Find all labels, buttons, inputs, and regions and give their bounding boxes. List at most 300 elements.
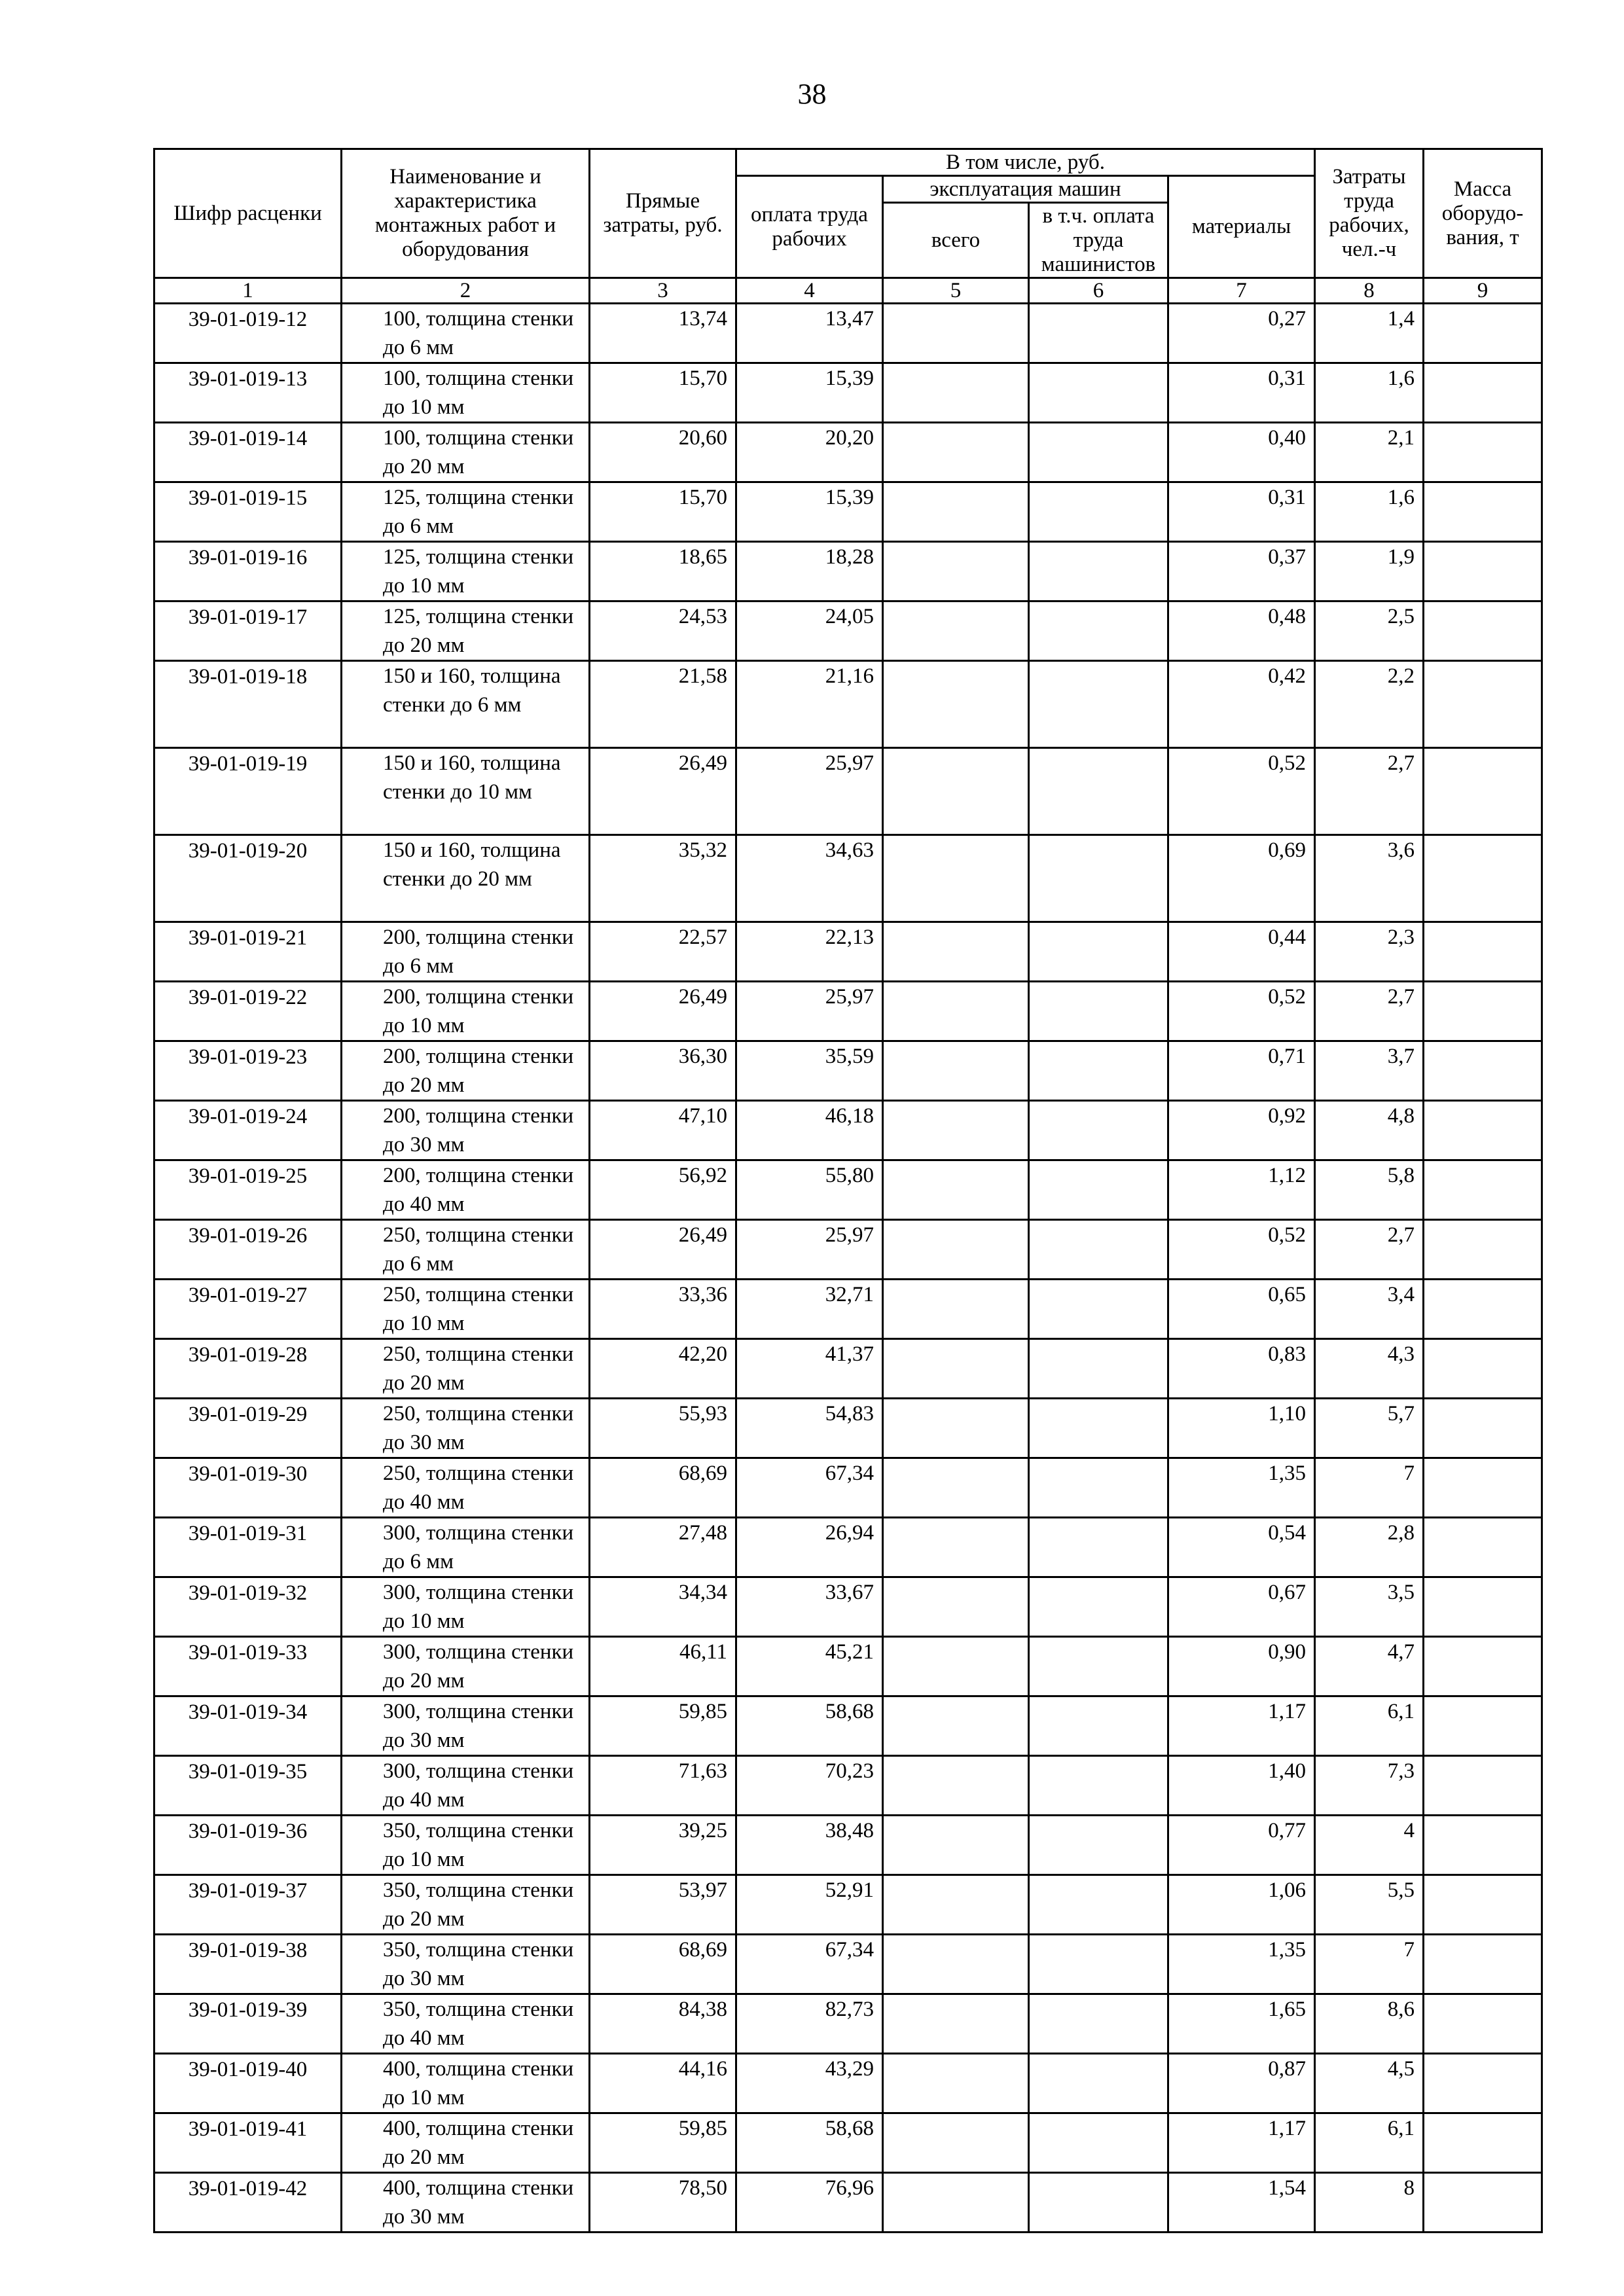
table-row bbox=[154, 1160, 1542, 1220]
machines-total-cell bbox=[883, 1220, 1029, 1280]
wages-cell: 32,71 bbox=[736, 1280, 883, 1339]
materials-cell: 0,37 bbox=[1168, 542, 1315, 601]
table-row bbox=[154, 982, 1542, 1041]
operator-wages-cell bbox=[1029, 982, 1168, 1041]
labor-cell: 7 bbox=[1315, 1935, 1424, 1994]
machines-total-cell bbox=[883, 922, 1029, 982]
machines-total-cell bbox=[883, 482, 1029, 542]
labor-cell: 1,4 bbox=[1315, 304, 1424, 363]
materials-cell: 0,27 bbox=[1168, 304, 1315, 363]
table-row bbox=[154, 1280, 1542, 1339]
column-number: 6 bbox=[1029, 278, 1168, 304]
operator-wages-cell bbox=[1029, 922, 1168, 982]
operator-wages-cell bbox=[1029, 601, 1168, 661]
labor-cell: 6,1 bbox=[1315, 1696, 1424, 1756]
work-name-cell: 200, толщина стенки до 30 мм bbox=[342, 1101, 590, 1160]
equipment-mass-cell bbox=[1424, 1696, 1542, 1756]
materials-cell: 1,17 bbox=[1168, 1696, 1315, 1756]
wages-cell: 35,59 bbox=[736, 1041, 883, 1101]
materials-cell: 0,48 bbox=[1168, 601, 1315, 661]
direct-costs-cell: 39,25 bbox=[590, 1816, 736, 1875]
labor-cell: 2,8 bbox=[1315, 1518, 1424, 1577]
wages-cell: 46,18 bbox=[736, 1101, 883, 1160]
materials-cell: 0,71 bbox=[1168, 1041, 1315, 1101]
machines-total-cell bbox=[883, 1756, 1029, 1816]
equipment-mass-cell bbox=[1424, 423, 1542, 482]
direct-costs-cell: 22,57 bbox=[590, 922, 736, 982]
work-name-cell: 400, толщина стенки до 20 мм bbox=[342, 2113, 590, 2173]
materials-cell: 0,67 bbox=[1168, 1577, 1315, 1637]
table-row bbox=[154, 1875, 1542, 1935]
work-name-cell: 400, толщина стенки до 10 мм bbox=[342, 2054, 590, 2113]
operator-wages-cell bbox=[1029, 2054, 1168, 2113]
operator-wages-cell bbox=[1029, 748, 1168, 835]
direct-costs-cell: 68,69 bbox=[590, 1935, 736, 1994]
direct-costs-cell: 34,34 bbox=[590, 1577, 736, 1637]
operator-wages-cell bbox=[1029, 1756, 1168, 1816]
equipment-mass-cell bbox=[1424, 661, 1542, 748]
wages-cell: 55,80 bbox=[736, 1160, 883, 1220]
work-name-cell: 150 и 160, толщина стенки до 20 мм bbox=[342, 835, 590, 922]
rate-code-cell: 39-01-019-38 bbox=[154, 1935, 342, 1994]
table-row bbox=[154, 835, 1542, 922]
equipment-mass-cell bbox=[1424, 482, 1542, 542]
header-operator-wages: в т.ч. оплата труда машинистов bbox=[1029, 203, 1168, 278]
equipment-mass-cell bbox=[1424, 601, 1542, 661]
table-row bbox=[154, 1577, 1542, 1637]
rate-code-cell: 39-01-019-24 bbox=[154, 1101, 342, 1160]
table-row bbox=[154, 1518, 1542, 1577]
rate-code-cell: 39-01-019-42 bbox=[154, 2173, 342, 2233]
operator-wages-cell bbox=[1029, 835, 1168, 922]
machines-total-cell bbox=[883, 982, 1029, 1041]
direct-costs-cell: 78,50 bbox=[590, 2173, 736, 2233]
rate-code-cell: 39-01-019-20 bbox=[154, 835, 342, 922]
equipment-mass-cell bbox=[1424, 1875, 1542, 1935]
wages-cell: 67,34 bbox=[736, 1458, 883, 1518]
materials-cell: 1,40 bbox=[1168, 1756, 1315, 1816]
materials-cell: 0,77 bbox=[1168, 1816, 1315, 1875]
table-row bbox=[154, 482, 1542, 542]
machines-total-cell bbox=[883, 1518, 1029, 1577]
direct-costs-cell: 53,97 bbox=[590, 1875, 736, 1935]
labor-cell: 4,8 bbox=[1315, 1101, 1424, 1160]
direct-costs-cell: 47,10 bbox=[590, 1101, 736, 1160]
work-name-cell: 300, толщина стенки до 30 мм bbox=[342, 1696, 590, 1756]
direct-costs-cell: 13,74 bbox=[590, 304, 736, 363]
wages-cell: 22,13 bbox=[736, 922, 883, 982]
work-name-cell: 350, толщина стенки до 20 мм bbox=[342, 1875, 590, 1935]
rate-code-cell: 39-01-019-41 bbox=[154, 2113, 342, 2173]
materials-cell: 1,65 bbox=[1168, 1994, 1315, 2054]
work-name-cell: 125, толщина стенки до 6 мм bbox=[342, 482, 590, 542]
direct-costs-cell: 21,58 bbox=[590, 661, 736, 748]
table-row bbox=[154, 304, 1542, 363]
header-name: Наименование и характеристика монтажных работ и оборудования bbox=[342, 149, 590, 278]
header-equipment-mass: Масса оборудо-вания, т bbox=[1424, 149, 1542, 278]
column-number: 7 bbox=[1168, 278, 1315, 304]
machines-total-cell bbox=[883, 1696, 1029, 1756]
table-row bbox=[154, 1101, 1542, 1160]
wages-cell: 13,47 bbox=[736, 304, 883, 363]
rate-code-cell: 39-01-019-14 bbox=[154, 423, 342, 482]
rate-code-cell: 39-01-019-12 bbox=[154, 304, 342, 363]
equipment-mass-cell bbox=[1424, 835, 1542, 922]
table-row bbox=[154, 1339, 1542, 1399]
operator-wages-cell bbox=[1029, 2173, 1168, 2233]
table-row bbox=[154, 601, 1542, 661]
header-wages: оплата труда рабочих bbox=[736, 176, 883, 278]
table-row bbox=[154, 2113, 1542, 2173]
direct-costs-cell: 42,20 bbox=[590, 1339, 736, 1399]
direct-costs-cell: 27,48 bbox=[590, 1518, 736, 1577]
materials-cell: 0,31 bbox=[1168, 482, 1315, 542]
work-name-cell: 200, толщина стенки до 40 мм bbox=[342, 1160, 590, 1220]
column-number: 8 bbox=[1315, 278, 1424, 304]
machines-total-cell bbox=[883, 601, 1029, 661]
rate-code-cell: 39-01-019-34 bbox=[154, 1696, 342, 1756]
column-number-row bbox=[154, 278, 1542, 304]
labor-cell: 2,5 bbox=[1315, 601, 1424, 661]
machines-total-cell bbox=[883, 304, 1029, 363]
wages-cell: 26,94 bbox=[736, 1518, 883, 1577]
wages-cell: 58,68 bbox=[736, 1696, 883, 1756]
machines-total-cell bbox=[883, 423, 1029, 482]
rate-code-cell: 39-01-019-23 bbox=[154, 1041, 342, 1101]
column-number: 9 bbox=[1424, 278, 1542, 304]
header-machines-total: всего bbox=[883, 203, 1029, 278]
operator-wages-cell bbox=[1029, 1101, 1168, 1160]
operator-wages-cell bbox=[1029, 661, 1168, 748]
work-name-cell: 300, толщина стенки до 20 мм bbox=[342, 1637, 590, 1696]
operator-wages-cell bbox=[1029, 1518, 1168, 1577]
labor-cell: 5,7 bbox=[1315, 1399, 1424, 1458]
equipment-mass-cell bbox=[1424, 304, 1542, 363]
rate-code-cell: 39-01-019-29 bbox=[154, 1399, 342, 1458]
direct-costs-cell: 55,93 bbox=[590, 1399, 736, 1458]
operator-wages-cell bbox=[1029, 1160, 1168, 1220]
machines-total-cell bbox=[883, 2113, 1029, 2173]
table-row bbox=[154, 542, 1542, 601]
labor-cell: 2,3 bbox=[1315, 922, 1424, 982]
operator-wages-cell bbox=[1029, 1994, 1168, 2054]
rate-code-cell: 39-01-019-18 bbox=[154, 661, 342, 748]
work-name-cell: 150 и 160, толщина стенки до 6 мм bbox=[342, 661, 590, 748]
machines-total-cell bbox=[883, 1339, 1029, 1399]
machines-total-cell bbox=[883, 661, 1029, 748]
operator-wages-cell bbox=[1029, 1399, 1168, 1458]
equipment-mass-cell bbox=[1424, 2113, 1542, 2173]
direct-costs-cell: 26,49 bbox=[590, 1220, 736, 1280]
rate-code-cell: 39-01-019-33 bbox=[154, 1637, 342, 1696]
labor-cell: 2,7 bbox=[1315, 1220, 1424, 1280]
labor-cell: 7,3 bbox=[1315, 1756, 1424, 1816]
materials-cell: 0,52 bbox=[1168, 748, 1315, 835]
equipment-mass-cell bbox=[1424, 1518, 1542, 1577]
column-number: 4 bbox=[736, 278, 883, 304]
operator-wages-cell bbox=[1029, 1935, 1168, 1994]
direct-costs-cell: 26,49 bbox=[590, 982, 736, 1041]
machines-total-cell bbox=[883, 1399, 1029, 1458]
work-name-cell: 250, толщина стенки до 20 мм bbox=[342, 1339, 590, 1399]
work-name-cell: 250, толщина стенки до 6 мм bbox=[342, 1220, 590, 1280]
work-name-cell: 350, толщина стенки до 10 мм bbox=[342, 1816, 590, 1875]
rate-code-cell: 39-01-019-32 bbox=[154, 1577, 342, 1637]
labor-cell: 2,7 bbox=[1315, 748, 1424, 835]
work-name-cell: 350, толщина стенки до 40 мм bbox=[342, 1994, 590, 2054]
materials-cell: 0,40 bbox=[1168, 423, 1315, 482]
materials-cell: 1,10 bbox=[1168, 1399, 1315, 1458]
table-row bbox=[154, 1816, 1542, 1875]
column-number: 1 bbox=[154, 278, 342, 304]
labor-cell: 8,6 bbox=[1315, 1994, 1424, 2054]
table-row bbox=[154, 363, 1542, 423]
table-row bbox=[154, 423, 1542, 482]
machines-total-cell bbox=[883, 835, 1029, 922]
machines-total-cell bbox=[883, 542, 1029, 601]
column-number: 5 bbox=[883, 278, 1029, 304]
machines-total-cell bbox=[883, 1577, 1029, 1637]
wages-cell: 41,37 bbox=[736, 1339, 883, 1399]
work-name-cell: 200, толщина стенки до 6 мм bbox=[342, 922, 590, 982]
work-name-cell: 250, толщина стенки до 10 мм bbox=[342, 1280, 590, 1339]
wages-cell: 24,05 bbox=[736, 601, 883, 661]
wages-cell: 76,96 bbox=[736, 2173, 883, 2233]
materials-cell: 0,44 bbox=[1168, 922, 1315, 982]
wages-cell: 54,83 bbox=[736, 1399, 883, 1458]
table-row bbox=[154, 1696, 1542, 1756]
labor-cell: 3,5 bbox=[1315, 1577, 1424, 1637]
equipment-mass-cell bbox=[1424, 1160, 1542, 1220]
labor-cell: 4,3 bbox=[1315, 1339, 1424, 1399]
machines-total-cell bbox=[883, 748, 1029, 835]
operator-wages-cell bbox=[1029, 304, 1168, 363]
direct-costs-cell: 56,92 bbox=[590, 1160, 736, 1220]
rate-code-cell: 39-01-019-36 bbox=[154, 1816, 342, 1875]
direct-costs-cell: 84,38 bbox=[590, 1994, 736, 2054]
equipment-mass-cell bbox=[1424, 1577, 1542, 1637]
equipment-mass-cell bbox=[1424, 1816, 1542, 1875]
materials-cell: 1,35 bbox=[1168, 1458, 1315, 1518]
wages-cell: 18,28 bbox=[736, 542, 883, 601]
operator-wages-cell bbox=[1029, 1577, 1168, 1637]
equipment-mass-cell bbox=[1424, 542, 1542, 601]
materials-cell: 0,52 bbox=[1168, 1220, 1315, 1280]
rate-code-cell: 39-01-019-37 bbox=[154, 1875, 342, 1935]
table-row bbox=[154, 661, 1542, 748]
labor-cell: 2,2 bbox=[1315, 661, 1424, 748]
header-code: Шифр расценки bbox=[154, 149, 342, 278]
column-number: 2 bbox=[342, 278, 590, 304]
equipment-mass-cell bbox=[1424, 1220, 1542, 1280]
direct-costs-cell: 20,60 bbox=[590, 423, 736, 482]
work-name-cell: 100, толщина стенки до 10 мм bbox=[342, 363, 590, 423]
rate-code-cell: 39-01-019-26 bbox=[154, 1220, 342, 1280]
labor-cell: 3,4 bbox=[1315, 1280, 1424, 1339]
work-name-cell: 250, толщина стенки до 40 мм bbox=[342, 1458, 590, 1518]
materials-cell: 1,12 bbox=[1168, 1160, 1315, 1220]
wages-cell: 33,67 bbox=[736, 1577, 883, 1637]
work-name-cell: 125, толщина стенки до 10 мм bbox=[342, 542, 590, 601]
direct-costs-cell: 59,85 bbox=[590, 2113, 736, 2173]
operator-wages-cell bbox=[1029, 2113, 1168, 2173]
equipment-mass-cell bbox=[1424, 1339, 1542, 1399]
rate-code-cell: 39-01-019-39 bbox=[154, 1994, 342, 2054]
materials-cell: 0,42 bbox=[1168, 661, 1315, 748]
machines-total-cell bbox=[883, 1637, 1029, 1696]
work-name-cell: 125, толщина стенки до 20 мм bbox=[342, 601, 590, 661]
labor-cell: 2,7 bbox=[1315, 982, 1424, 1041]
rate-code-cell: 39-01-019-35 bbox=[154, 1756, 342, 1816]
wages-cell: 25,97 bbox=[736, 982, 883, 1041]
machines-total-cell bbox=[883, 1101, 1029, 1160]
table-row bbox=[154, 1756, 1542, 1816]
materials-cell: 1,17 bbox=[1168, 2113, 1315, 2173]
rate-code-cell: 39-01-019-22 bbox=[154, 982, 342, 1041]
header-including: В том числе, руб. bbox=[736, 149, 1315, 176]
machines-total-cell bbox=[883, 1160, 1029, 1220]
labor-cell: 5,5 bbox=[1315, 1875, 1424, 1935]
operator-wages-cell bbox=[1029, 1280, 1168, 1339]
labor-cell: 3,7 bbox=[1315, 1041, 1424, 1101]
materials-cell: 0,54 bbox=[1168, 1518, 1315, 1577]
machines-total-cell bbox=[883, 1041, 1029, 1101]
equipment-mass-cell bbox=[1424, 1101, 1542, 1160]
equipment-mass-cell bbox=[1424, 1637, 1542, 1696]
machines-total-cell bbox=[883, 1994, 1029, 2054]
direct-costs-cell: 35,32 bbox=[590, 835, 736, 922]
wages-cell: 38,48 bbox=[736, 1816, 883, 1875]
equipment-mass-cell bbox=[1424, 1756, 1542, 1816]
equipment-mass-cell bbox=[1424, 1994, 1542, 2054]
rate-code-cell: 39-01-019-13 bbox=[154, 363, 342, 423]
rate-code-cell: 39-01-019-16 bbox=[154, 542, 342, 601]
operator-wages-cell bbox=[1029, 1875, 1168, 1935]
rate-code-cell: 39-01-019-15 bbox=[154, 482, 342, 542]
materials-cell: 0,90 bbox=[1168, 1637, 1315, 1696]
rate-code-cell: 39-01-019-28 bbox=[154, 1339, 342, 1399]
work-name-cell: 200, толщина стенки до 10 мм bbox=[342, 982, 590, 1041]
labor-cell: 4,5 bbox=[1315, 2054, 1424, 2113]
machines-total-cell bbox=[883, 1935, 1029, 1994]
header-materials: материалы bbox=[1168, 176, 1315, 278]
work-name-cell: 400, толщина стенки до 30 мм bbox=[342, 2173, 590, 2233]
wages-cell: 21,16 bbox=[736, 661, 883, 748]
wages-cell: 25,97 bbox=[736, 748, 883, 835]
table-row bbox=[154, 1994, 1542, 2054]
rate-code-cell: 39-01-019-40 bbox=[154, 2054, 342, 2113]
equipment-mass-cell bbox=[1424, 2054, 1542, 2113]
labor-cell: 1,6 bbox=[1315, 363, 1424, 423]
equipment-mass-cell bbox=[1424, 2173, 1542, 2233]
rate-code-cell: 39-01-019-30 bbox=[154, 1458, 342, 1518]
wages-cell: 25,97 bbox=[736, 1220, 883, 1280]
machines-total-cell bbox=[883, 1816, 1029, 1875]
materials-cell: 0,92 bbox=[1168, 1101, 1315, 1160]
operator-wages-cell bbox=[1029, 1041, 1168, 1101]
table-row bbox=[154, 2173, 1542, 2233]
labor-cell: 5,8 bbox=[1315, 1160, 1424, 1220]
price-table bbox=[153, 148, 1543, 2233]
operator-wages-cell bbox=[1029, 1816, 1168, 1875]
direct-costs-cell: 24,53 bbox=[590, 601, 736, 661]
operator-wages-cell bbox=[1029, 1458, 1168, 1518]
labor-cell: 2,1 bbox=[1315, 423, 1424, 482]
wages-cell: 15,39 bbox=[736, 482, 883, 542]
equipment-mass-cell bbox=[1424, 1935, 1542, 1994]
machines-total-cell bbox=[883, 2054, 1029, 2113]
operator-wages-cell bbox=[1029, 542, 1168, 601]
equipment-mass-cell bbox=[1424, 748, 1542, 835]
equipment-mass-cell bbox=[1424, 922, 1542, 982]
table-row bbox=[154, 1637, 1542, 1696]
work-name-cell: 100, толщина стенки до 20 мм bbox=[342, 423, 590, 482]
labor-cell: 6,1 bbox=[1315, 2113, 1424, 2173]
direct-costs-cell: 36,30 bbox=[590, 1041, 736, 1101]
direct-costs-cell: 71,63 bbox=[590, 1756, 736, 1816]
wages-cell: 82,73 bbox=[736, 1994, 883, 2054]
work-name-cell: 200, толщина стенки до 20 мм bbox=[342, 1041, 590, 1101]
work-name-cell: 100, толщина стенки до 6 мм bbox=[342, 304, 590, 363]
materials-cell: 0,69 bbox=[1168, 835, 1315, 922]
wages-cell: 67,34 bbox=[736, 1935, 883, 1994]
header-direct-costs: Прямые затраты, руб. bbox=[590, 149, 736, 278]
table-row bbox=[154, 2054, 1542, 2113]
operator-wages-cell bbox=[1029, 423, 1168, 482]
work-name-cell: 300, толщина стенки до 10 мм bbox=[342, 1577, 590, 1637]
direct-costs-cell: 18,65 bbox=[590, 542, 736, 601]
machines-total-cell bbox=[883, 1875, 1029, 1935]
direct-costs-cell: 26,49 bbox=[590, 748, 736, 835]
machines-total-cell bbox=[883, 1280, 1029, 1339]
table-row bbox=[154, 1220, 1542, 1280]
wages-cell: 15,39 bbox=[736, 363, 883, 423]
direct-costs-cell: 15,70 bbox=[590, 482, 736, 542]
labor-cell: 4 bbox=[1315, 1816, 1424, 1875]
labor-cell: 1,6 bbox=[1315, 482, 1424, 542]
equipment-mass-cell bbox=[1424, 363, 1542, 423]
operator-wages-cell bbox=[1029, 1220, 1168, 1280]
header-machine-operation: эксплуатация машин bbox=[883, 176, 1168, 203]
labor-cell: 8 bbox=[1315, 2173, 1424, 2233]
rate-code-cell: 39-01-019-17 bbox=[154, 601, 342, 661]
page-number: 38 bbox=[797, 78, 827, 110]
labor-cell: 7 bbox=[1315, 1458, 1424, 1518]
equipment-mass-cell bbox=[1424, 1399, 1542, 1458]
wages-cell: 45,21 bbox=[736, 1637, 883, 1696]
operator-wages-cell bbox=[1029, 363, 1168, 423]
wages-cell: 52,91 bbox=[736, 1875, 883, 1935]
work-name-cell: 150 и 160, толщина стенки до 10 мм bbox=[342, 748, 590, 835]
table-row bbox=[154, 748, 1542, 835]
materials-cell: 0,83 bbox=[1168, 1339, 1315, 1399]
table-header bbox=[154, 149, 1542, 304]
materials-cell: 0,31 bbox=[1168, 363, 1315, 423]
direct-costs-cell: 44,16 bbox=[590, 2054, 736, 2113]
labor-cell: 3,6 bbox=[1315, 835, 1424, 922]
rate-code-cell: 39-01-019-21 bbox=[154, 922, 342, 982]
materials-cell: 1,35 bbox=[1168, 1935, 1315, 1994]
header-labor: Затраты труда рабочих, чел.-ч bbox=[1315, 149, 1424, 278]
rate-code-cell: 39-01-019-25 bbox=[154, 1160, 342, 1220]
direct-costs-cell: 59,85 bbox=[590, 1696, 736, 1756]
wages-cell: 34,63 bbox=[736, 835, 883, 922]
wages-cell: 20,20 bbox=[736, 423, 883, 482]
wages-cell: 70,23 bbox=[736, 1756, 883, 1816]
operator-wages-cell bbox=[1029, 1339, 1168, 1399]
table-row bbox=[154, 1041, 1542, 1101]
column-number: 3 bbox=[590, 278, 736, 304]
